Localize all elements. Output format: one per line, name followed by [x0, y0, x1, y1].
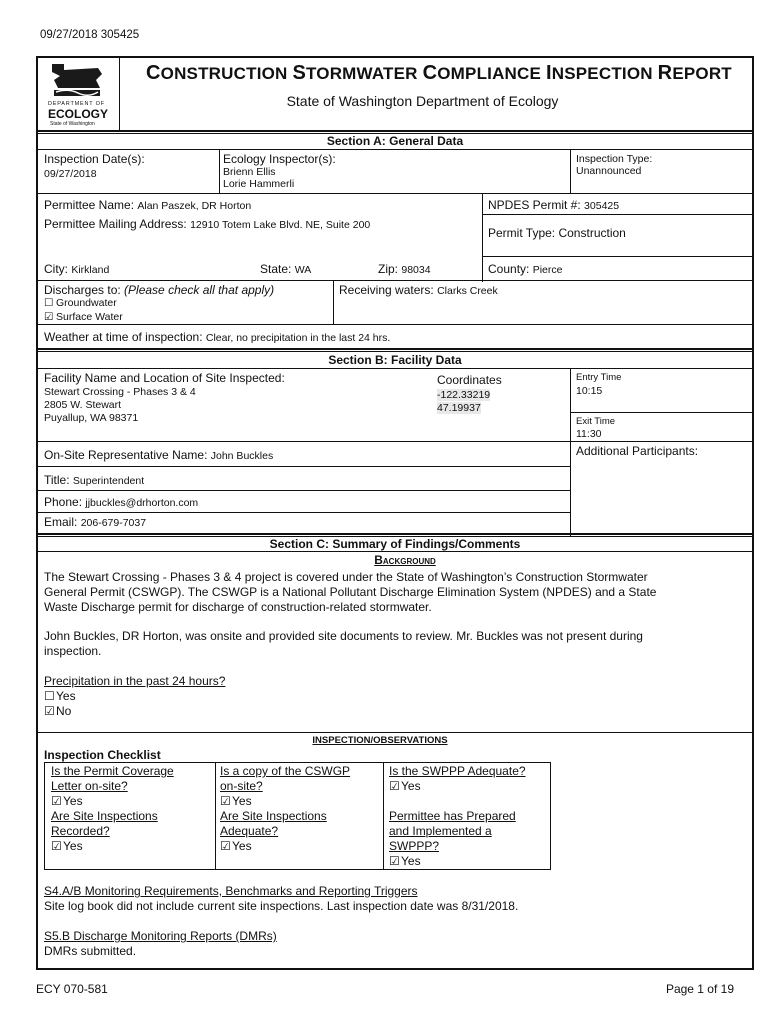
inspection-type-value: Unannounced — [576, 165, 642, 177]
additional-participants-label: Additional Participants: — [576, 444, 699, 458]
rep-title: Title: Superintendent — [44, 473, 145, 487]
exit-time-value: 11:30 — [576, 428, 602, 440]
inspector-1: Brienn Ellis — [223, 166, 276, 178]
inspector-2: Lorie Hammerli — [223, 178, 295, 190]
report-subtitle: State of Washington Department of Ecology — [286, 93, 559, 109]
entry-time-value: 10:15 — [576, 385, 603, 397]
checklist-q4: Are Site Inspections Recorded? ☑Yes — [51, 809, 158, 853]
exit-time-label: Exit Time — [576, 416, 616, 427]
inspection-date-value: 09/27/2018 — [44, 168, 97, 180]
facility-line2: 2805 W. Stewart — [44, 399, 122, 411]
state: State: WA — [260, 262, 312, 276]
receiving-waters: Receiving waters: Clarks Creek — [339, 283, 498, 297]
rep-email: Email: 206-679-7037 — [44, 515, 147, 529]
zip: Zip: 98034 — [378, 262, 431, 276]
checkbox-precip-yes[interactable]: ☐Yes — [44, 689, 76, 703]
inspection-type-label: Inspection Type: — [576, 153, 653, 165]
facility-label: Facility Name and Location of Site Inspected: — [44, 371, 285, 385]
facility-line1: Stewart Crossing - Phases 3 & 4 — [44, 386, 196, 398]
checklist-q5: Are Site Inspections Adequate? ☑Yes — [220, 809, 327, 853]
rep-phone: Phone: jjbuckles@drhorton.com — [44, 495, 199, 509]
background-heading: Background — [374, 553, 436, 567]
logo-line3: State of Washington — [50, 121, 95, 127]
report-title: CONSTRUCTION STORMWATER COMPLIANCE INSPECTION REPORT — [146, 62, 732, 84]
mailing-address: Permittee Mailing Address: 12910 Totem Lake Blvd. NE, Suite 200 — [44, 217, 371, 231]
county: County: Pierce — [488, 262, 563, 276]
precipitation-question: Precipitation in the past 24 hours? — [44, 674, 226, 688]
inspector-label: Ecology Inspector(s): — [223, 152, 336, 166]
checkbox-precip-no[interactable]: ☑No — [44, 704, 72, 718]
checkbox-groundwater[interactable]: ☐ Groundwater — [44, 297, 117, 309]
checklist-q2: Is a copy of the CSWGP on-site? ☑Yes — [220, 764, 351, 808]
section-c-heading: Section C: Summary of Findings/Comments — [269, 537, 521, 551]
form-id: ECY 070-581 — [36, 982, 108, 996]
page-number: Page 1 of 19 — [665, 982, 734, 996]
weather: Weather at time of inspection: Clear, no precipitation in the last 24 hrs. — [44, 330, 391, 344]
permit-type: Permit Type: Construction — [488, 226, 626, 240]
entry-time-label: Entry Time — [576, 372, 622, 383]
checklist-q3: Is the SWPPP Adequate? ☑Yes — [389, 764, 526, 793]
checklist-q6: Permittee has Prepared and Implemented a SWPPP? ☑Yes — [389, 809, 516, 868]
npdes-permit: NPDES Permit #: 305425 — [488, 198, 620, 212]
s4-heading: S4.A/B Monitoring Requirements, Benchmarks and Reporting Triggers — [44, 884, 418, 898]
city: City: Kirkland — [44, 262, 110, 276]
observations-heading: INSPECTION/OBSERVATIONS — [312, 735, 448, 746]
s5-text: DMRs submitted. — [44, 944, 137, 958]
permittee-name: Permittee Name: Alan Paszek, DR Horton — [44, 198, 252, 212]
onsite-representative: On-Site Representative Name: John Buckles — [44, 448, 274, 462]
s4-text: Site log book did not include current site inspections. Last inspection date was 8/31/2018. — [44, 899, 519, 913]
section-a-heading: Section A: General Data — [326, 134, 464, 148]
checklist-heading: Inspection Checklist — [44, 748, 161, 762]
s5-heading: S5.B Discharge Monitoring Reports (DMRs) — [44, 929, 277, 943]
checkbox-surface-water[interactable]: ☑ Surface Water — [44, 311, 123, 323]
header-date: 09/27/2018 305425 — [40, 29, 140, 41]
coordinate-latitude: 47.19937 — [437, 402, 481, 414]
coordinate-longitude: -122.33219 — [437, 389, 491, 401]
discharges-to: Discharges to: (Please check all that apply) — [44, 283, 275, 297]
facility-line3: Puyallup, WA 98371 — [44, 412, 139, 424]
checklist-q1: Is the Permit Coverage Letter on-site? ☑Yes — [51, 764, 174, 808]
background-paragraph-2: John Buckles, DR Horton, was onsite and provided site documents to review. Mr. Buckles was not present during inspection. — [44, 629, 643, 658]
logo-line1: DEPARTMENT OF — [48, 101, 105, 107]
section-b-heading: Section B: Facility Data — [328, 353, 462, 367]
logo-line2: ECOLOGY — [48, 107, 109, 121]
inspection-dates-label: Inspection Date(s): — [44, 152, 145, 166]
background-paragraph-1: The Stewart Crossing - Phases 3 & 4 project is covered under the State of Washington’s Construction Stormwater General Permit (CSWGP). The CSWGP is a National Pollutant Discharge Elimination System (NPDES) and a State Waste Discharge permit for discharge of construction-related stormwater. — [44, 570, 657, 614]
coordinates-label: Coordinates — [437, 373, 502, 387]
